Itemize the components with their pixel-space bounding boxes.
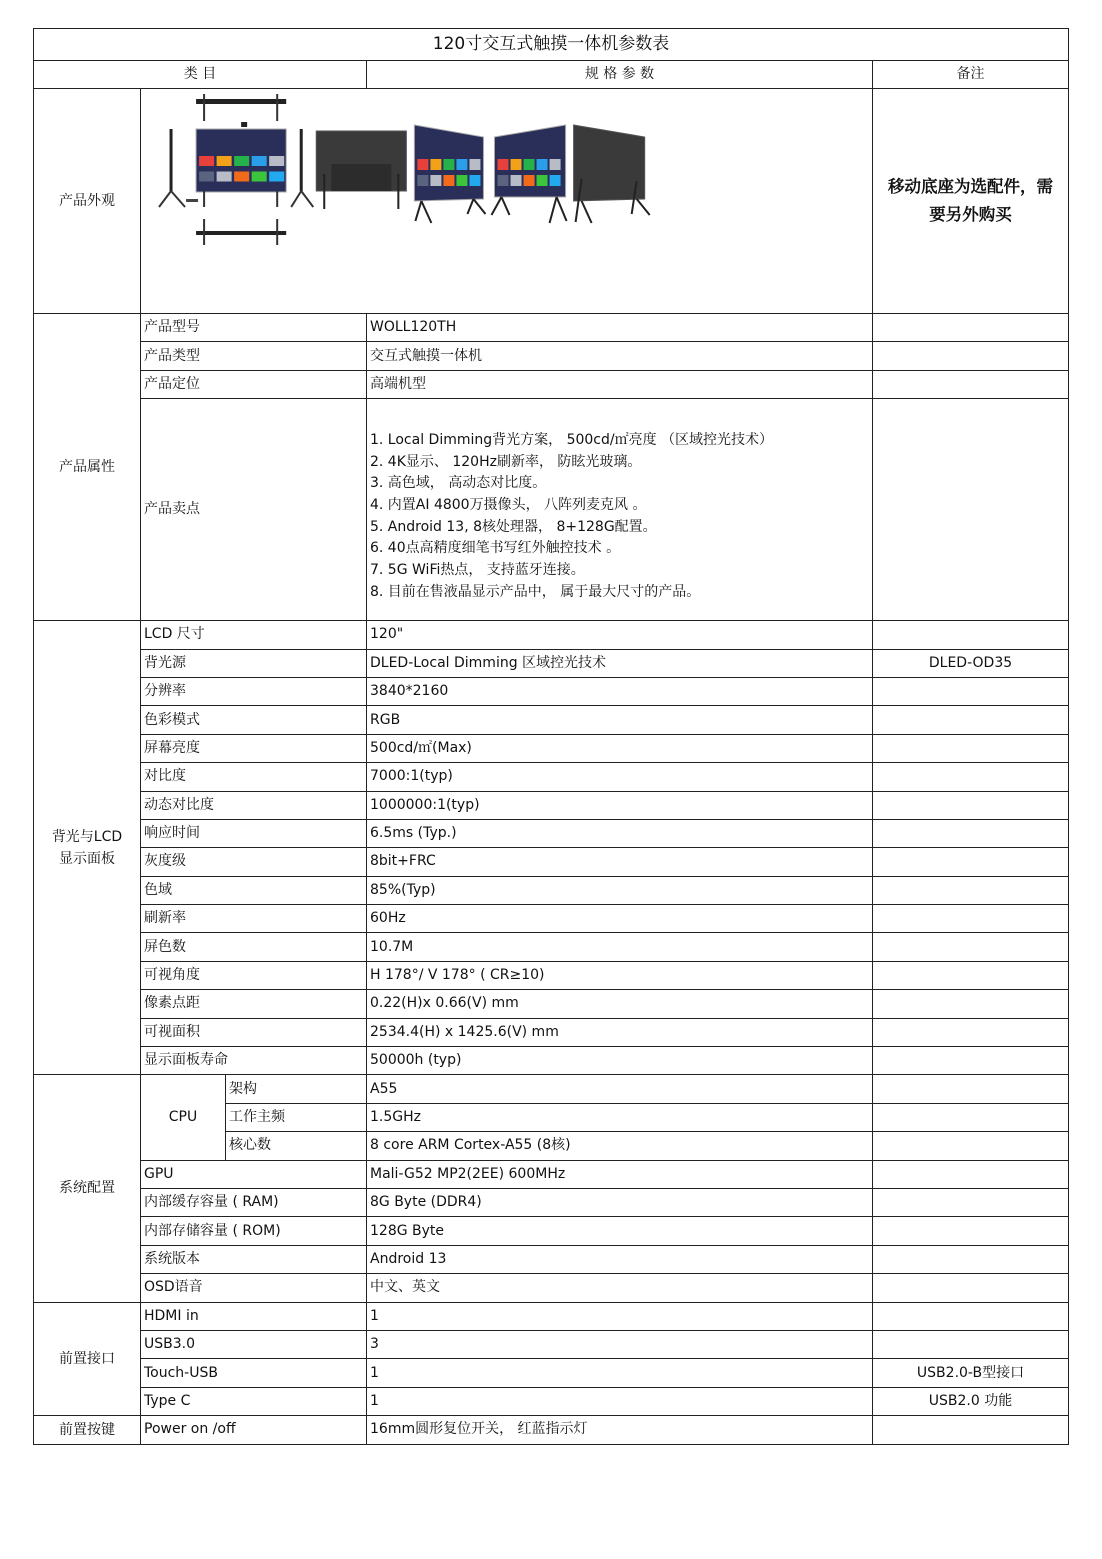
table-row: [34, 990, 1069, 1018]
table-row: [34, 1387, 1069, 1415]
table-row: [34, 1188, 1069, 1216]
app-tile: [550, 159, 561, 170]
param-name: 产品定位: [141, 370, 367, 398]
app-tile: [537, 175, 548, 186]
table-row: [34, 1302, 1069, 1330]
app-tile: [269, 172, 284, 182]
param-remark: USB2.0-B型接口: [873, 1359, 1069, 1387]
table-row: [34, 677, 1069, 705]
param-remark: [873, 1075, 1069, 1103]
remark-optional-stand: 移动底座为选配件，需要另外购买: [873, 89, 1069, 314]
product-views-image: [141, 89, 872, 313]
app-tile: [199, 156, 214, 166]
table-row: [34, 370, 1069, 398]
table-row: [34, 905, 1069, 933]
param-name: 动态对比度: [141, 791, 367, 819]
category-system: 系统配置: [34, 1075, 141, 1302]
front-view-diagram: [159, 94, 313, 245]
param-remark: [873, 1018, 1069, 1046]
param-remark: [873, 1132, 1069, 1160]
param-remark: [873, 621, 1069, 649]
param-remark: [873, 1188, 1069, 1216]
param-name: 色彩模式: [141, 706, 367, 734]
table-row: [34, 314, 1069, 342]
param-name: 可视角度: [141, 961, 367, 989]
param-value: 120": [367, 621, 873, 649]
selling-points-label: 产品卖点: [141, 399, 367, 621]
param-remark: [873, 876, 1069, 904]
cpu-label: CPU: [141, 1075, 226, 1160]
table-row: [34, 791, 1069, 819]
header-row: [34, 61, 1069, 89]
param-remark: [873, 1274, 1069, 1302]
selling-point: 8. 目前在售液晶显示产品中， 属于最大尺寸的产品。: [370, 583, 701, 600]
table-row: [34, 763, 1069, 791]
param-name: 灰度级: [141, 848, 367, 876]
app-tile: [269, 156, 284, 166]
param-value: DLED-Local Dimming 区域控光技术: [367, 649, 873, 677]
app-tile: [469, 159, 480, 170]
param-value: 8G Byte (DDR4): [367, 1188, 873, 1216]
param-remark: [873, 314, 1069, 342]
app-tile: [217, 156, 232, 166]
table-row: [34, 1160, 1069, 1188]
param-remark: [873, 342, 1069, 370]
param-name: 像素点距: [141, 990, 367, 1018]
param-name: 架构: [226, 1075, 367, 1103]
table-row: [34, 848, 1069, 876]
param-name: 对比度: [141, 763, 367, 791]
param-remark: [873, 677, 1069, 705]
param-remark: [873, 1302, 1069, 1330]
table-row: [34, 621, 1069, 649]
category-appearance: 产品外观: [34, 89, 141, 314]
param-remark: [873, 706, 1069, 734]
param-value: RGB: [367, 706, 873, 734]
app-tile: [430, 175, 441, 186]
app-tile: [234, 156, 249, 166]
app-tile: [511, 159, 522, 170]
table-row: [34, 1416, 1069, 1444]
param-name: 工作主频: [226, 1103, 367, 1131]
param-value: 1: [367, 1359, 873, 1387]
param-value: 交互式触摸一体机: [367, 342, 873, 370]
selling-points-remark: [873, 399, 1069, 621]
app-tile: [456, 159, 467, 170]
param-value: 3: [367, 1330, 873, 1358]
param-value: 7000:1(typ): [367, 763, 873, 791]
table-row: [34, 1274, 1069, 1302]
selling-point: 6. 40点高精度细笔书写红外触控技术 。: [370, 540, 621, 557]
app-tile: [430, 159, 441, 170]
param-name: 屏色数: [141, 933, 367, 961]
param-value: 10.7M: [367, 933, 873, 961]
param-value: 1.5GHz: [367, 1103, 873, 1131]
param-value: 6.5ms (Typ.): [367, 819, 873, 847]
param-value: 500cd/㎡(Max): [367, 734, 873, 762]
param-remark: [873, 1245, 1069, 1273]
app-tile: [443, 175, 454, 186]
app-tile: [511, 175, 522, 186]
app-tile: [234, 172, 249, 182]
param-name: 背光源: [141, 649, 367, 677]
param-remark: [873, 1047, 1069, 1075]
param-name: 内部存储容量 ( ROM): [141, 1217, 367, 1245]
table-row: [34, 1047, 1069, 1075]
param-value: 1: [367, 1387, 873, 1415]
param-remark: USB2.0 功能: [873, 1387, 1069, 1415]
table-row: [34, 1330, 1069, 1358]
app-tile: [417, 159, 428, 170]
back-view: [316, 131, 406, 209]
param-remark: [873, 791, 1069, 819]
app-tile: [417, 175, 428, 186]
table-title: 120寸交互式触摸一体机参数表: [34, 29, 1069, 61]
param-value: 8 core ARM Cortex-A55 (8核): [367, 1132, 873, 1160]
app-tile: [550, 175, 561, 186]
param-name: GPU: [141, 1160, 367, 1188]
table-row: [34, 961, 1069, 989]
param-name: 刷新率: [141, 905, 367, 933]
param-remark: [873, 1330, 1069, 1358]
param-name: LCD 尺寸: [141, 621, 367, 649]
app-tile: [524, 159, 535, 170]
spec-table: [33, 28, 1069, 1445]
param-remark: [873, 961, 1069, 989]
app-tile: [497, 159, 508, 170]
param-name: 系统版本: [141, 1245, 367, 1273]
table-row: [34, 933, 1069, 961]
param-value: 8bit+FRC: [367, 848, 873, 876]
param-remark: [873, 734, 1069, 762]
param-value: 128G Byte: [367, 1217, 873, 1245]
param-remark: [873, 848, 1069, 876]
param-remark: [873, 933, 1069, 961]
param-remark: [873, 1160, 1069, 1188]
header-category: 类 目: [34, 61, 367, 89]
param-remark: [873, 763, 1069, 791]
category-line-1: 背光与LCD: [51, 828, 123, 845]
param-value: 1: [367, 1302, 873, 1330]
angled-back-view: [574, 125, 650, 223]
selling-point: 4. 内置AI 4800万摄像头， 八阵列麦克风 。: [370, 496, 647, 513]
selling-point: 5. Android 13, 8核处理器， 8+128G配置。: [370, 518, 657, 535]
param-remark: [873, 990, 1069, 1018]
app-tile: [199, 172, 214, 182]
selling-points-list: [367, 399, 873, 621]
selling-point: 3. 高色域， 高动态对比度。: [370, 475, 547, 492]
app-tile: [252, 172, 267, 182]
app-tile: [497, 175, 508, 186]
param-value: Android 13: [367, 1245, 873, 1273]
category-buttons: 前置按键: [34, 1416, 141, 1444]
param-value: 16mm圆形复位开关， 红蓝指示灯: [367, 1416, 873, 1444]
param-value: 0.22(H)x 0.66(V) mm: [367, 990, 873, 1018]
param-name: 屏幕亮度: [141, 734, 367, 762]
param-remark: [873, 905, 1069, 933]
param-value: H 178°/ V 178° ( CR≥10): [367, 961, 873, 989]
table-row: [34, 1075, 1069, 1103]
param-value: Mali-G52 MP2(2EE) 600MHz: [367, 1160, 873, 1188]
category-attributes: 产品属性: [34, 314, 141, 621]
header-spec: 规 格 参 数: [367, 61, 873, 89]
param-name: OSD语音: [141, 1274, 367, 1302]
category-lcd: [34, 621, 141, 1075]
category-line-2: 显示面板: [59, 850, 115, 867]
param-value: WOLL120TH: [367, 314, 873, 342]
param-name: 核心数: [226, 1132, 367, 1160]
param-remark: [873, 1103, 1069, 1131]
param-name: Touch-USB: [141, 1359, 367, 1387]
header-remark: 备注: [873, 61, 1069, 89]
param-value: 高端机型: [367, 370, 873, 398]
table-row: [34, 1359, 1069, 1387]
param-name: 可视面积: [141, 1018, 367, 1046]
angled-view-right: [491, 125, 566, 223]
param-remark: [873, 1416, 1069, 1444]
category-ports: 前置接口: [34, 1302, 141, 1416]
angled-view-left: [414, 125, 485, 223]
param-name: 显示面板寿命: [141, 1047, 367, 1075]
param-name: 产品型号: [141, 314, 367, 342]
appearance-row: [34, 89, 1069, 314]
table-row: [34, 1018, 1069, 1046]
param-remark: [873, 370, 1069, 398]
param-remark: [873, 1217, 1069, 1245]
app-tile: [443, 159, 454, 170]
param-value: A55: [367, 1075, 873, 1103]
product-image-cell: [141, 89, 873, 314]
param-name: HDMI in: [141, 1302, 367, 1330]
param-value: 1000000:1(typ): [367, 791, 873, 819]
app-tile: [217, 172, 232, 182]
app-tile: [469, 175, 480, 186]
param-remark: [873, 819, 1069, 847]
param-name: 内部缓存容量 ( RAM): [141, 1188, 367, 1216]
param-value: 中文、英文: [367, 1274, 873, 1302]
table-row: [34, 649, 1069, 677]
param-name: 色域: [141, 876, 367, 904]
param-name: Type C: [141, 1387, 367, 1415]
param-name: Power on /off: [141, 1416, 367, 1444]
app-tile: [537, 159, 548, 170]
param-name: 响应时间: [141, 819, 367, 847]
table-row: [34, 342, 1069, 370]
table-row: [34, 706, 1069, 734]
param-remark: DLED-OD35: [873, 649, 1069, 677]
table-row: [34, 734, 1069, 762]
table-row: [34, 1245, 1069, 1273]
param-value: 50000h (typ): [367, 1047, 873, 1075]
param-name: 产品类型: [141, 342, 367, 370]
app-tile: [456, 175, 467, 186]
param-name: 分辨率: [141, 677, 367, 705]
table-row: [34, 876, 1069, 904]
table-row: [34, 1217, 1069, 1245]
selling-points-row: [34, 399, 1069, 621]
param-value: 2534.4(H) x 1425.6(V) mm: [367, 1018, 873, 1046]
table-row: [34, 819, 1069, 847]
param-value: 85%(Typ): [367, 876, 873, 904]
param-name: USB3.0: [141, 1330, 367, 1358]
app-tile: [252, 156, 267, 166]
param-value: 3840*2160: [367, 677, 873, 705]
app-tile: [524, 175, 535, 186]
selling-point: 7. 5G WiFi热点， 支持蓝牙连接。: [370, 562, 585, 579]
selling-point: 2. 4K显示、 120Hz刷新率， 防眩光玻璃。: [370, 453, 642, 470]
param-value: 60Hz: [367, 905, 873, 933]
selling-point: 1. Local Dimming背光方案， 500cd/㎡亮度 （区域控光技术）: [370, 431, 774, 448]
